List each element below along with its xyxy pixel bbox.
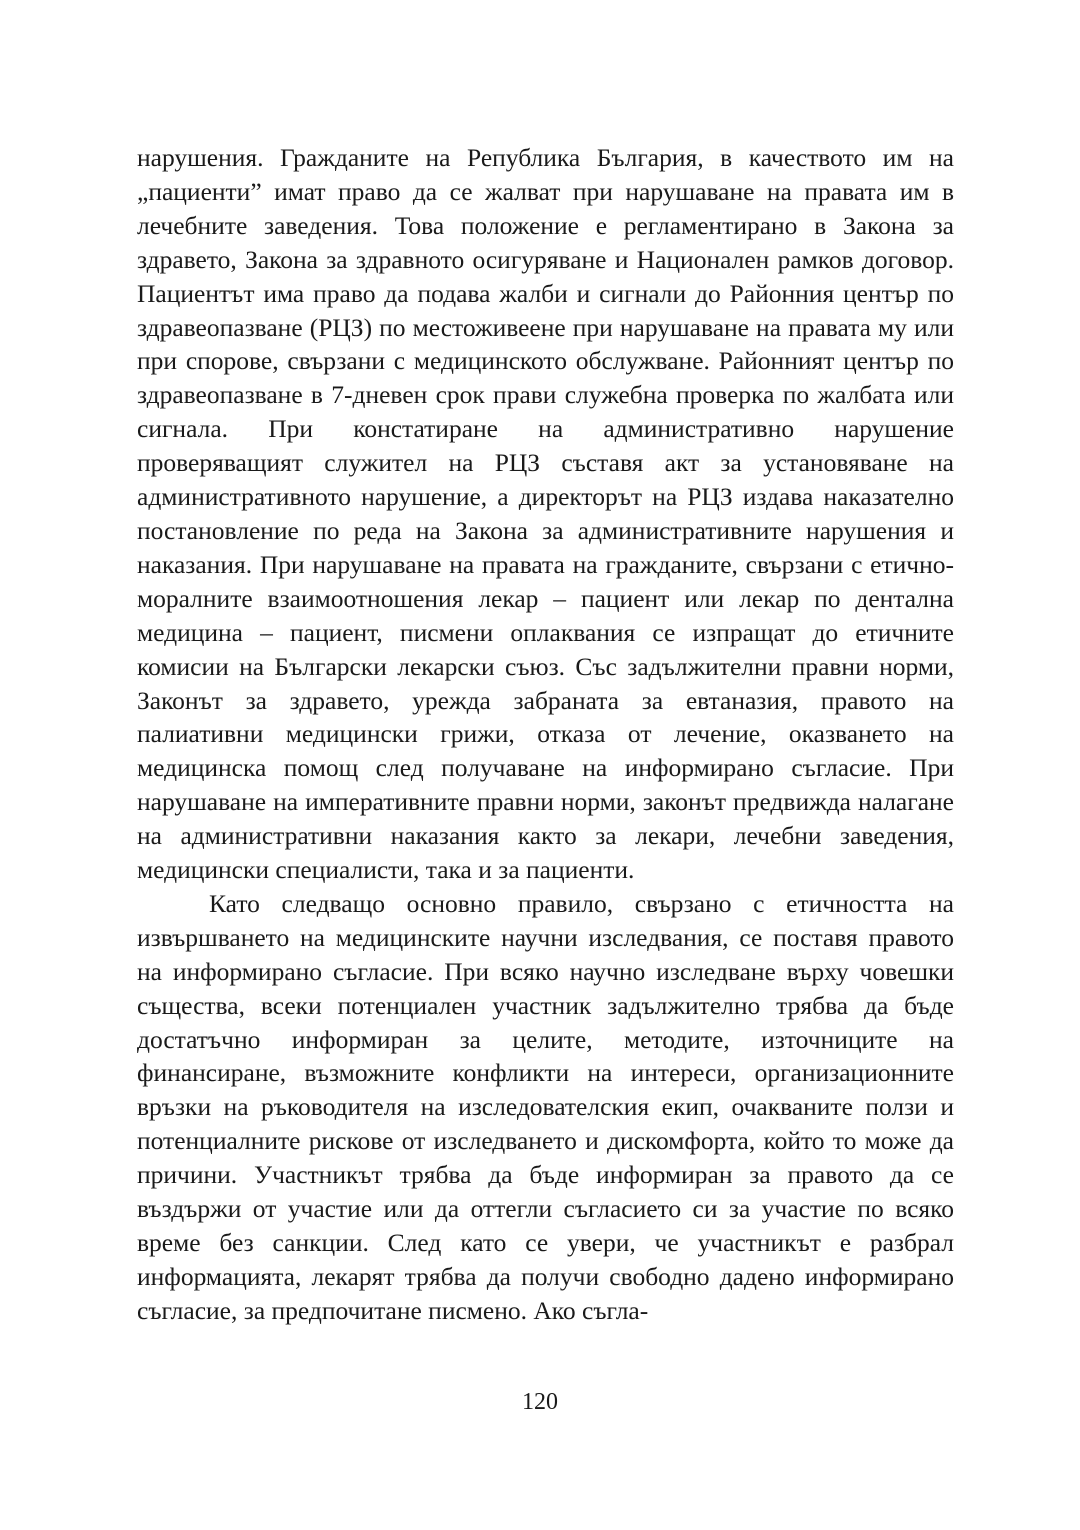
page-number: 120 [522, 1389, 558, 1415]
paragraph-patient-complaints: нарушения. Гражданите на Република България, в качеството им на „пациенти” имат право да се жалват при нарушаване на правата им в лечебните заведения. Това положение е регламентирано в Закона за здравето, Закона за здравното осигуряване и Национален рамков договор. Пациентът има право да подава жалби и сигнали до Районния център по здравеопазване (РЦЗ) по местоживеене при нарушаване на правата му или при спорове, свързани с медицинското обслужване. Районният център по здравеопазване в 7-дневен срок прави служебна проверка по жалбата или сигнала. При констатиране на административно нарушение проверяващият служител на РЦЗ съставя акт за установяване на административното нарушение, а директорът на РЦЗ издава наказателно постановление по реда на Закона за административните нарушения и наказания. При нарушаване на правата на гражданите, свързани с етично-моралните взаимоотношения лекар – пациент или лекар по дентална медицина – пациент, писмени оплаквания се изпращат до етичните комисии на Български лекарски съюз. Със задължителни правни норми, Законът за здравето, урежда забраната за евтаназия, правото на палиативни медицински грижи, отказа от лечение, оказването на медицинска помощ след получаване на информирано съгласие. При нарушаване на императивните правни норми, законът предвижда налагане на административни наказания както за лекари, лечебни заведения, медицински специалисти, така и за пациенти. [137, 143, 954, 885]
page-body-text [137, 141, 954, 1328]
paragraph-informed-consent: Като следващо основно правило, свързано с етичността на извършването на медицинските научни изследвания, се поставя правото на информирано съгласие. При всяко научно изследване върху човешки същества, всеки потенциален участник задължително трябва да бъде достатъчно информиран за целите, методите, източниците на финансиране, възможните конфликти на интереси, организационните връзки на ръководителя на изследователския екип, очакваните ползи и потенциалните рискове от изследването и дискомфорта, който то може да причини. Участникът трябва да бъде информиран за правото да се въздържи от участие или да оттегли съгласието си за участие по всяко време без санкции. След като се увери, че участникът е разбрал информацията, лекарят трябва да получи свободно дадено информирано съгласие, за предпочитане писмено. Ако съгла- [137, 888, 954, 1325]
